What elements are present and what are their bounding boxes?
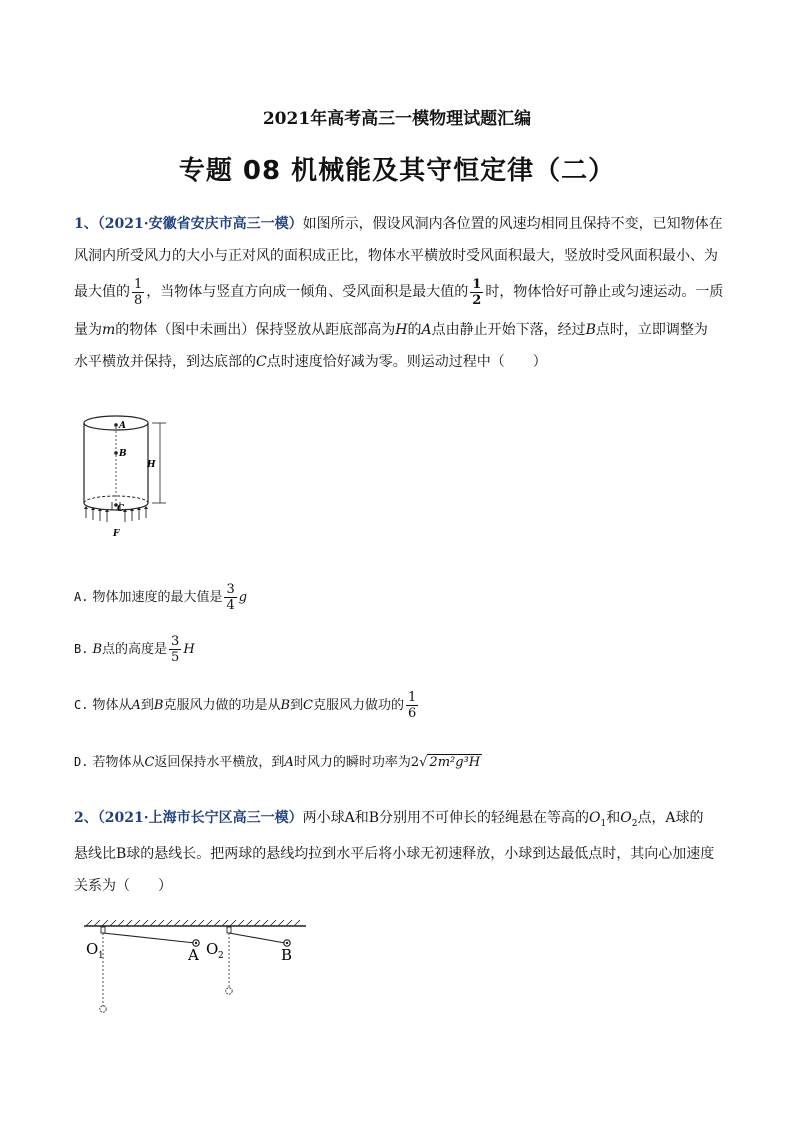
sqrt-sign: √ bbox=[419, 755, 428, 770]
option-b: B. B点的高度是 $\frac{3}{5}$ H bbox=[74, 634, 195, 665]
document-subtitle: 专题 08 机械能及其守恒定律（二） bbox=[178, 156, 616, 186]
label-F: F bbox=[113, 529, 120, 539]
option-c: C. 物体从A到B克服风力做的功是从B到C克服风力做功的 $\frac{1}{6}$ bbox=[74, 690, 417, 721]
question-2-line-3: 关系为（ ） bbox=[74, 878, 172, 894]
label-O1-sub: 1 bbox=[98, 951, 104, 961]
label-A: A bbox=[188, 946, 199, 964]
question-2-source: 2、（2021·上海市长宁区高三一模） bbox=[74, 810, 303, 826]
wind-tunnel-figure bbox=[76, 410, 176, 545]
label-H: H bbox=[147, 460, 156, 470]
fraction-one-sixth: $\frac{1}{6}$ bbox=[408, 690, 417, 721]
question-1-line-5: 水平横放并保持，到达底部的C点时速度恰好减为零。则运动过程中（ ） bbox=[74, 354, 547, 370]
question-1-source: 1、（2021·安徽省安庆市高三一模） bbox=[74, 216, 303, 232]
fraction-three-fourths: $\frac{3}{4}$ bbox=[226, 582, 235, 613]
question-1-line-3: 最大值的 $\frac{1}{8}$ ，当物体与竖直方向成一倾角、受风面积是最大值的 $\frac{1}{2}$ 时，物体恰好可静止或匀速运动。一质 bbox=[74, 276, 724, 308]
fraction-three-fifths: $\frac{3}{5}$ bbox=[171, 634, 180, 665]
question-2-line-2: 悬线比B球的悬线长。把两球的悬线均拉到水平后将小球无初速释放，小球到达最低点时，其向心加速度 bbox=[74, 846, 715, 862]
label-C: C bbox=[117, 504, 125, 514]
fraction-one-half: $\frac{1}{2}$ bbox=[472, 276, 482, 308]
pendulum-figure bbox=[80, 920, 320, 1020]
fraction-one-eighth: $\frac{1}{8}$ bbox=[134, 276, 143, 308]
question-1-line-2: 风洞内所受风力的大小与正对风的面积成正比，物体水平横放时受风面积最大，竖放时受风面积最小、为 bbox=[74, 248, 718, 264]
option-a: A. 物体加速度的最大值是 $\frac{3}{4}$ g bbox=[74, 582, 248, 613]
label-O1: O bbox=[86, 940, 99, 958]
option-d: D. 若物体从C返回保持水平横放，到A时风力的瞬时功率为2√ 2m²g³H bbox=[74, 755, 481, 770]
label-B: B bbox=[281, 946, 293, 964]
label-A: A bbox=[119, 421, 126, 431]
label-O2: O bbox=[206, 940, 219, 958]
question-1-line-4: 量为m的物体（图中未画出）保持竖放从距底部高为H的A点由静止开始下落，经过B点时，立即调整为 bbox=[74, 322, 708, 338]
question-2-line-1: 2、（2021·上海市长宁区高三一模）两小球A和B分别用不可伸长的轻绳悬在等高的$O_1$和$O_2$点，A球的 bbox=[74, 810, 704, 829]
label-B: B bbox=[119, 449, 127, 459]
label-O2-sub: 2 bbox=[218, 951, 224, 961]
question-1-line-1: 1、（2021·安徽省安庆市高三一模）如图所示，假设风洞内各位置的风速均相同且保持不变，已知物体在 bbox=[74, 216, 723, 232]
document-title: 2021年高考高三一模物理试题汇编 bbox=[262, 109, 532, 129]
